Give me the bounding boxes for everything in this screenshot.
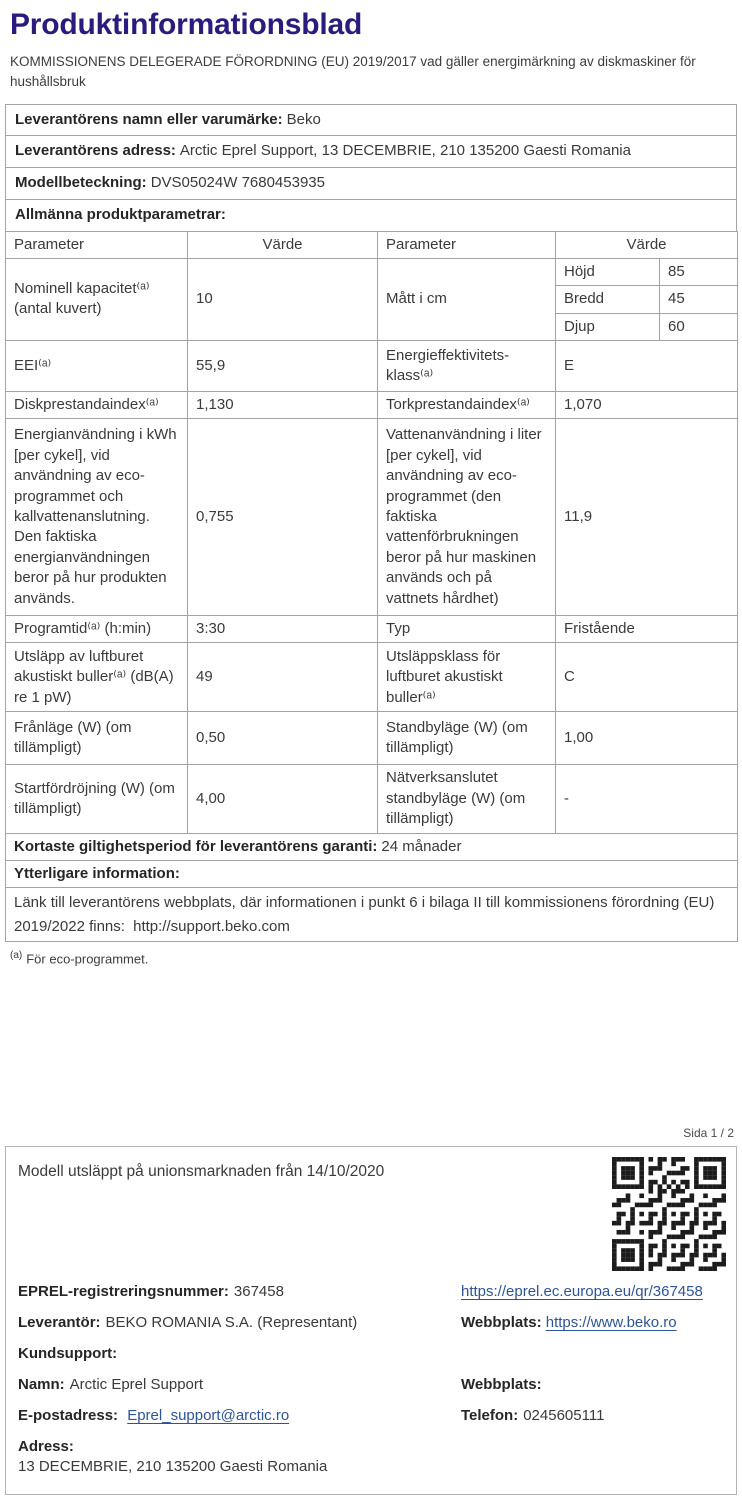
noise-class-label: Utsläppsklass för luftburet akustiskt buller⁽ᵃ⁾ [378, 643, 556, 712]
header-value-right: Värde [556, 231, 738, 258]
eei-value: 55,9 [188, 341, 378, 392]
support-phone [461, 1407, 726, 1424]
supplier-value: BEKO ROMANIA S.A. (Representant) [105, 1314, 358, 1331]
general-parameters-label: Allmänna produktparametrar: [15, 205, 226, 223]
capacity-label: Nominell kapacitet⁽ᵃ⁾ (antal kuvert) [6, 258, 188, 340]
supplier-label: Leverantör: [18, 1314, 101, 1331]
table-row-additional-info [6, 860, 738, 887]
standby-label: Standbyläge (W) (om tillämpligt) [378, 712, 556, 765]
regulation-subtitle: KOMMISSIONENS DELEGERADE FÖRORDNING (EU) 2019/2017 vad gäller energimärkning av diskmaskiner för hushållsbruk [10, 54, 696, 90]
drying-index-label: Torkprestandaindex⁽ᵃ⁾ [378, 392, 556, 419]
additional-info-label: Ytterligare information: [14, 864, 180, 882]
energy-class-label: Energieffektivitetsklass⁽ᵃ⁾ [378, 341, 556, 392]
support-email-link[interactable]: Eprel_support@arctic.ro [127, 1407, 290, 1424]
support-heading-row [18, 1345, 726, 1362]
noise-class-value: C [556, 643, 738, 712]
table-row-program-time [6, 615, 738, 642]
model-id-value: DVS05024W 7680453935 [150, 174, 325, 191]
page2-summary-box [5, 1146, 737, 1495]
table-row-eei [6, 341, 738, 392]
supplier-name-value: Beko [286, 110, 321, 128]
brand-website-link[interactable]: https://www.beko.ro [545, 1314, 677, 1331]
contact-section [18, 1283, 726, 1489]
support-heading: Kundsupport: [18, 1345, 118, 1362]
support-name-value: Arctic Eprel Support [69, 1376, 204, 1393]
dimension-depth-value: 60 [660, 313, 738, 340]
table-row-delay-start [6, 765, 738, 833]
model-id-label: Modellbeteckning: [15, 174, 147, 191]
cleaning-index-value: 1,130 [188, 392, 378, 419]
table-row-capacity-dimensions [6, 258, 738, 285]
off-mode-label: Frånläge (W) (om tillämpligt) [6, 712, 188, 765]
page-indicator: Sida 1 / 2 [683, 1126, 734, 1140]
supplier-name-label: Leverantörens namn eller varumärke: [15, 110, 283, 128]
supplier-address-label: Leverantörens adress: [15, 142, 176, 160]
general-parameters-heading-row [5, 199, 737, 232]
dimension-height-label: Höjd [556, 258, 660, 285]
energy-use-label: Energianvändning i kWh [per cykel], vid användning av eco-programmet och kallvattenanslutning. Den faktiska energianvändningen beror på hur produkten används. [6, 419, 188, 616]
energy-class-value: E [556, 341, 738, 392]
supplier-address-row [5, 135, 737, 168]
warranty-value: 24 månader [381, 837, 462, 855]
eprel-number [18, 1283, 461, 1300]
eprel-row [18, 1283, 726, 1300]
supplier-name-row [5, 104, 737, 137]
table-header-row [6, 231, 738, 258]
supplier-link-text: Länk till leverantörens webbplats, där informationen i punkt 6 i bilaga II till kommissionens förordning (EU) 2019/2022 finns: [14, 894, 715, 935]
eprel-qr-link[interactable]: https://eprel.ec.europa.eu/qr/367458 [461, 1283, 703, 1300]
supplier-row [18, 1314, 726, 1331]
dimension-width-value: 45 [660, 286, 738, 313]
program-time-label: Programtid⁽ᵃ⁾ (h:min) [6, 615, 188, 642]
table-row-warranty [6, 833, 738, 860]
table-row-off-mode [6, 712, 738, 765]
noise-value: 49 [188, 643, 378, 712]
type-value: Fristående [556, 615, 738, 642]
email-label: E-postadress: [18, 1407, 119, 1424]
supplier-info-rows [5, 104, 737, 232]
support-email-row [18, 1407, 726, 1424]
support-name [18, 1376, 461, 1393]
delay-start-value: 4,00 [188, 765, 378, 833]
supplier-rep [18, 1314, 461, 1331]
networked-standby-value: - [556, 765, 738, 833]
eprel-label: EPREL-registreringsnummer: [18, 1283, 229, 1300]
warranty-label: Kortaste giltighetsperiod för leverantörens garanti: [14, 837, 378, 855]
supplier-website-link[interactable]: http://support.beko.com [133, 917, 290, 935]
phone-value: 0245605111 [523, 1407, 605, 1424]
footnote [10, 950, 732, 966]
footnote-marker: (a) [10, 949, 23, 961]
dimension-depth-label: Djup [556, 313, 660, 340]
dimension-width-label: Bredd [556, 286, 660, 313]
supplier-address-value: Arctic Eprel Support, 13 DECEMBRIE, 210 135200 Gaesti Romania [179, 142, 631, 160]
address-value: 13 DECEMBRIE, 210 135200 Gaesti Romania [18, 1458, 328, 1475]
noise-label: Utsläpp av luftburet akustiskt buller⁽ᵃ⁾ (dB(A) re 1 pW) [6, 643, 188, 712]
support-name-row [18, 1376, 726, 1393]
delay-start-label: Startfördröjning (W) (om tillämpligt) [6, 765, 188, 833]
table-row-noise [6, 643, 738, 712]
networked-standby-label: Nätverksanslutet standbyläge (W) (om tillämpligt) [378, 765, 556, 833]
type-label: Typ [378, 615, 556, 642]
table-row-energy-water [6, 419, 738, 616]
support-website-label: Webbplats: [461, 1376, 542, 1393]
support-name-label: Namn: [18, 1376, 65, 1393]
page-title: Produktinformationsblad [10, 8, 363, 41]
program-time-value: 3:30 [188, 615, 378, 642]
cleaning-index-label: Diskprestandaindex⁽ᵃ⁾ [6, 392, 188, 419]
water-use-value: 11,9 [556, 419, 738, 616]
header-value-left: Värde [188, 231, 378, 258]
address-label: Adress: [18, 1438, 74, 1455]
header-parameter-right: Parameter [378, 231, 556, 258]
table-row-performance-index [6, 392, 738, 419]
phone-label: Telefon: [461, 1407, 519, 1424]
drying-index-value: 1,070 [556, 392, 738, 419]
eprel-value: 367458 [233, 1283, 284, 1300]
water-use-label: Vattenanvändning i liter [per cykel], vid användning av eco-programmet (den faktiska vattenförbrukningen beror på hur maskinen används och på vattnets hårdhet) [378, 419, 556, 616]
parameter-table [5, 231, 738, 942]
off-mode-value: 0,50 [188, 712, 378, 765]
website-label: Webbplats: [461, 1314, 542, 1331]
dimension-height-value: 85 [660, 258, 738, 285]
table-row-supplier-link [6, 888, 738, 942]
standby-value: 1,00 [556, 712, 738, 765]
footnote-text: För eco-programmet. [26, 951, 149, 967]
eei-label: EEI⁽ᵃ⁾ [6, 341, 188, 392]
header-parameter-left: Parameter [6, 231, 188, 258]
dimensions-label: Mått i cm [378, 258, 556, 340]
model-id-row [5, 167, 737, 200]
address-label-row [18, 1438, 726, 1455]
qr-code [612, 1157, 726, 1271]
energy-use-value: 0,755 [188, 419, 378, 616]
capacity-value: 10 [188, 258, 378, 340]
address-value-row [18, 1458, 726, 1475]
support-email [18, 1407, 461, 1424]
market-placement-date: Modell utsläppt på unionsmarknaden från 14/10/2020 [18, 1163, 385, 1180]
